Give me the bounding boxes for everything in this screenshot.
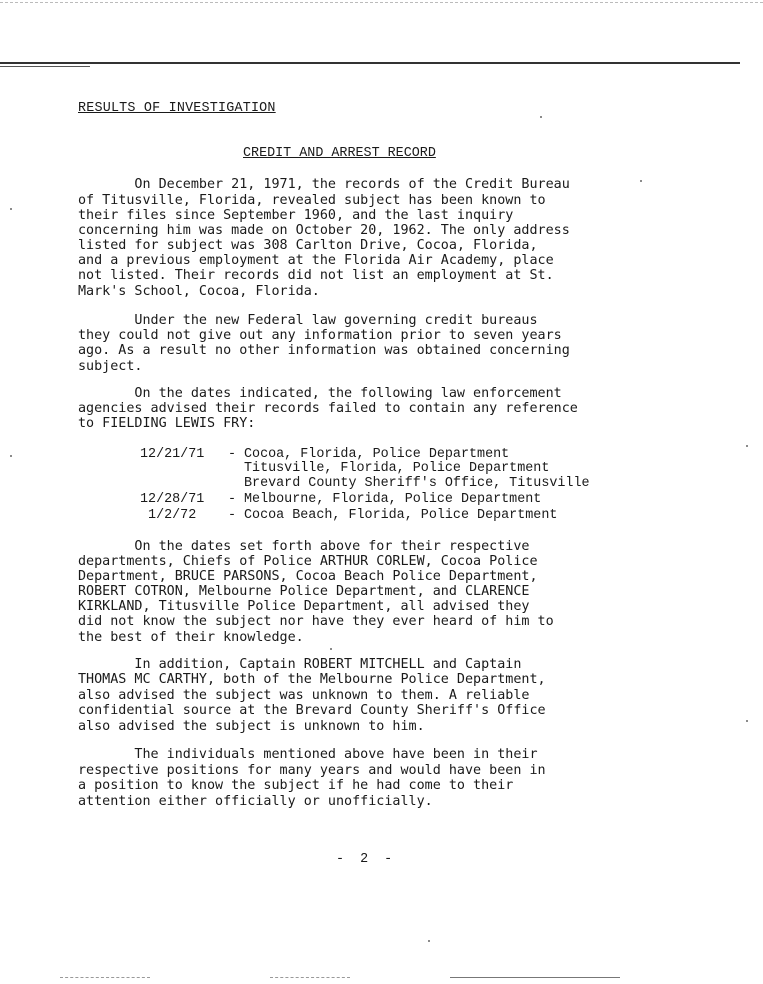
scan-speck: [10, 455, 12, 457]
header-rule-short: [0, 66, 90, 67]
para-line: respective positions for many years and would have been in: [78, 763, 546, 778]
para-line: of Titusville, Florida, revealed subject has been known to: [78, 193, 546, 208]
para-line: agencies advised their records failed to contain any reference: [78, 401, 578, 416]
scan-speck: [540, 116, 542, 118]
agency-dash: -: [228, 447, 237, 462]
para-line: subject.: [78, 359, 143, 374]
para-line: The individuals mentioned above have been in their: [78, 747, 538, 762]
scan-speck: [746, 720, 748, 722]
bottom-edge-dashes: [270, 977, 350, 978]
para-line: a position to know the subject if he had come to their: [78, 778, 514, 793]
para-line: the best of their knowledge.: [78, 630, 304, 645]
agency-date: 12/21/71: [140, 447, 205, 462]
para-line: their files since September 1960, and the last inquiry: [78, 208, 514, 223]
para-line: ROBERT COTRON, Melbourne Police Department, and CLARENCE: [78, 584, 530, 599]
para-line: Department, BRUCE PARSONS, Cocoa Beach Police Department,: [78, 569, 538, 584]
scan-speck: [746, 445, 748, 447]
subsection-heading: CREDIT AND ARREST RECORD: [243, 146, 436, 161]
para-line: KIRKLAND, Titusville Police Department, all advised they: [78, 599, 530, 614]
para-line: On December 21, 1971, the records of the Credit Bureau: [78, 177, 570, 192]
agency-dash: -: [228, 492, 237, 507]
para-line: attention either officially or unofficially.: [78, 794, 433, 809]
agency-name: Cocoa Beach, Florida, Police Department: [244, 508, 558, 523]
agency-date: 12/28/71: [140, 492, 205, 507]
para-line: departments, Chiefs of Police ARTHUR CORLEW, Cocoa Police: [78, 554, 538, 569]
para-line: to FIELDING LEWIS FRY:: [78, 416, 256, 431]
para-line: concerning him was made on October 20, 1962. The only address: [78, 223, 570, 238]
scan-speck: [428, 940, 430, 942]
top-edge-dashes: [0, 2, 763, 3]
agency-name: Brevard County Sheriff's Office, Titusville: [244, 476, 590, 491]
para-line: also advised the subject is unknown to him.: [78, 719, 425, 734]
para-line: and a previous employment at the Florida Air Academy, place: [78, 253, 554, 268]
para-line: did not know the subject nor have they ever heard of him to: [78, 614, 554, 629]
para-line: In addition, Captain ROBERT MITCHELL and Captain: [78, 657, 522, 672]
para-line: they could not give out any information prior to seven years: [78, 328, 562, 343]
para-line: Under the new Federal law governing credit bureaus: [78, 313, 538, 328]
para-line: confidential source at the Brevard County Sheriff's Office: [78, 703, 546, 718]
para-line: On the dates indicated, the following law enforcement: [78, 386, 562, 401]
para-line: Mark's School, Cocoa, Florida.: [78, 284, 320, 299]
para-line: On the dates set forth above for their respective: [78, 539, 530, 554]
para-line: ago. As a result no other information was obtained concerning: [78, 343, 570, 358]
para-line: also advised the subject was unknown to them. A reliable: [78, 688, 530, 703]
agency-date: 1/2/72: [140, 508, 197, 523]
agency-name: Titusville, Florida, Police Department: [244, 461, 550, 476]
header-rule: [0, 62, 740, 64]
bottom-edge-dashes: [60, 977, 150, 978]
bottom-edge-line: [450, 977, 620, 978]
scan-speck: [10, 208, 12, 210]
scan-speck: [640, 180, 642, 182]
agency-dash: -: [228, 508, 237, 523]
para-line: THOMAS MC CARTHY, both of the Melbourne Police Department,: [78, 672, 546, 687]
para-line: listed for subject was 308 Carlton Drive, Cocoa, Florida,: [78, 238, 538, 253]
para-line: not listed. Their records did not list an employment at St.: [78, 268, 554, 283]
agency-name: Melbourne, Florida, Police Department: [244, 492, 542, 507]
section-heading: RESULTS OF INVESTIGATION: [78, 101, 276, 116]
agency-name: Cocoa, Florida, Police Department: [244, 447, 510, 462]
scan-speck: [330, 648, 332, 650]
page-number: - 2 -: [336, 852, 397, 867]
